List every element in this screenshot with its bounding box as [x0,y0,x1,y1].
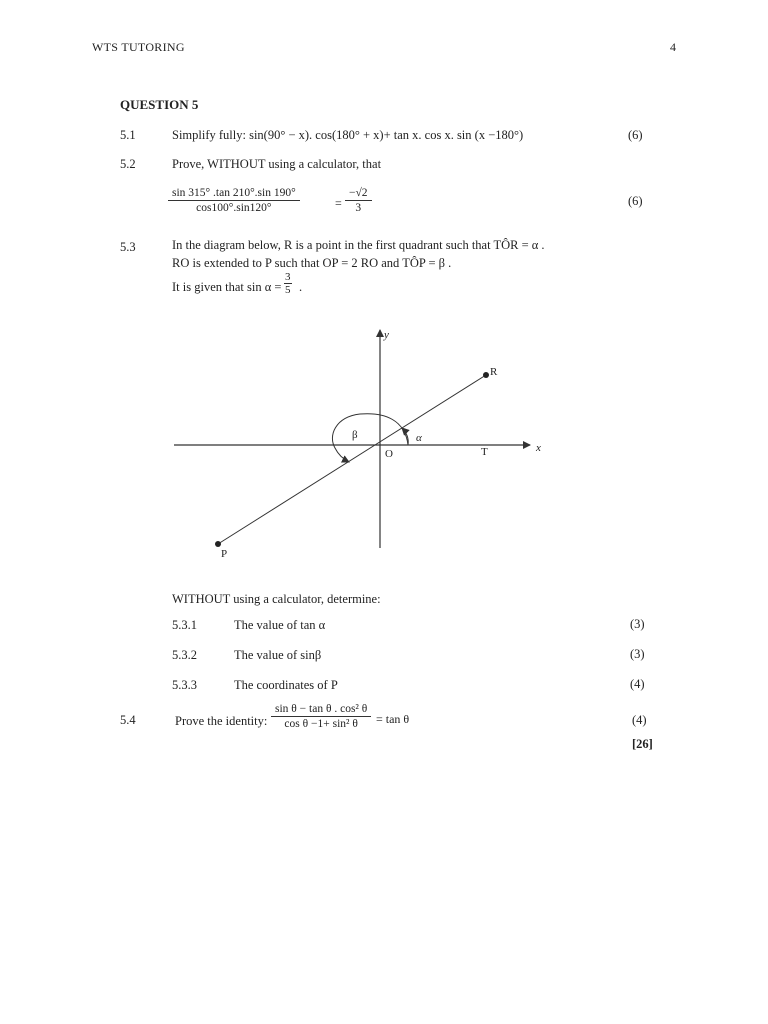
q5-3-3-text: The coordinates of P [234,678,338,692]
q5-3-1-number: 5.3.1 [172,618,197,632]
q5-3-1-marks: (3) [630,617,645,631]
q5-2-equals: = [335,196,342,210]
q5-3-number: 5.3 [120,240,136,254]
q5-2-lhs-denominator: cos100°.sin120° [196,202,272,214]
q5-2-text: Prove, WITHOUT using a calculator, that [172,157,382,171]
q5-4-text: Prove the identity: [175,714,268,728]
q5-4-numerator: sin θ − tan θ . cos² θ [271,703,371,717]
q5-4-fraction [271,703,371,730]
q5-2-lhs-numerator: sin 315° .tan 210°.sin 190° [168,187,300,201]
line-pr [218,375,486,544]
q5-3-instruction: WITHOUT using a calculator, determine: [172,592,381,606]
label-r: R [490,366,498,378]
q5-3-3-marks: (4) [630,677,645,691]
q5-1-marks: (6) [628,128,643,142]
q5-3-line1: In the diagram below, R is a point in the first quadrant such that TÔR = α . [172,238,545,252]
point-r [483,372,489,378]
q5-2-number: 5.2 [120,157,136,171]
point-p [215,541,221,547]
label-p: P [221,548,228,560]
q5-1-number: 5.1 [120,128,136,142]
q5-3-3-number: 5.3.3 [172,678,197,692]
q5-3-line3-prefix: It is given that sin α = [172,280,282,294]
label-alpha: α [416,432,422,444]
label-o: O [385,448,393,460]
q5-3-line2: RO is extended to P such that OP = 2 RO and TÔP = β . [172,256,452,270]
q5-3-1-text: The value of tan α [234,618,326,632]
label-y: y [384,329,389,341]
q5-3-line3-suffix: . [299,280,303,294]
q5-4-rhs: = tan θ [376,712,410,726]
q5-1-text: Simplify fully: sin(90° − x). cos(180° + x)+ tan x. cos x. sin (x −180°) [172,128,524,142]
q5-2-rhs-denominator: 3 [355,202,362,214]
header-title: WTS TUTORING [92,40,185,54]
q5-4-denominator: cos θ −1+ sin² θ [284,718,358,730]
q5-3-2-text: The value of sinβ [234,648,322,662]
label-beta: β [352,429,358,441]
question-title: QUESTION 5 [120,97,199,112]
sin-alpha-denominator: 5 [285,284,291,296]
q5-2-rhs-numerator: −√2 [345,187,372,201]
q5-3-2-number: 5.3.2 [172,648,197,662]
beta-arc [332,414,408,462]
q5-2-marks: (6) [628,194,643,208]
label-x: x [536,442,541,454]
q5-4-marks: (4) [632,713,647,727]
question-total: [26] [632,737,653,751]
label-t: T [481,446,488,458]
page-number: 4 [670,40,677,54]
sin-alpha-numerator: 3 [285,271,291,283]
q5-3-2-marks: (3) [630,647,645,661]
q5-4-number: 5.4 [120,713,136,727]
